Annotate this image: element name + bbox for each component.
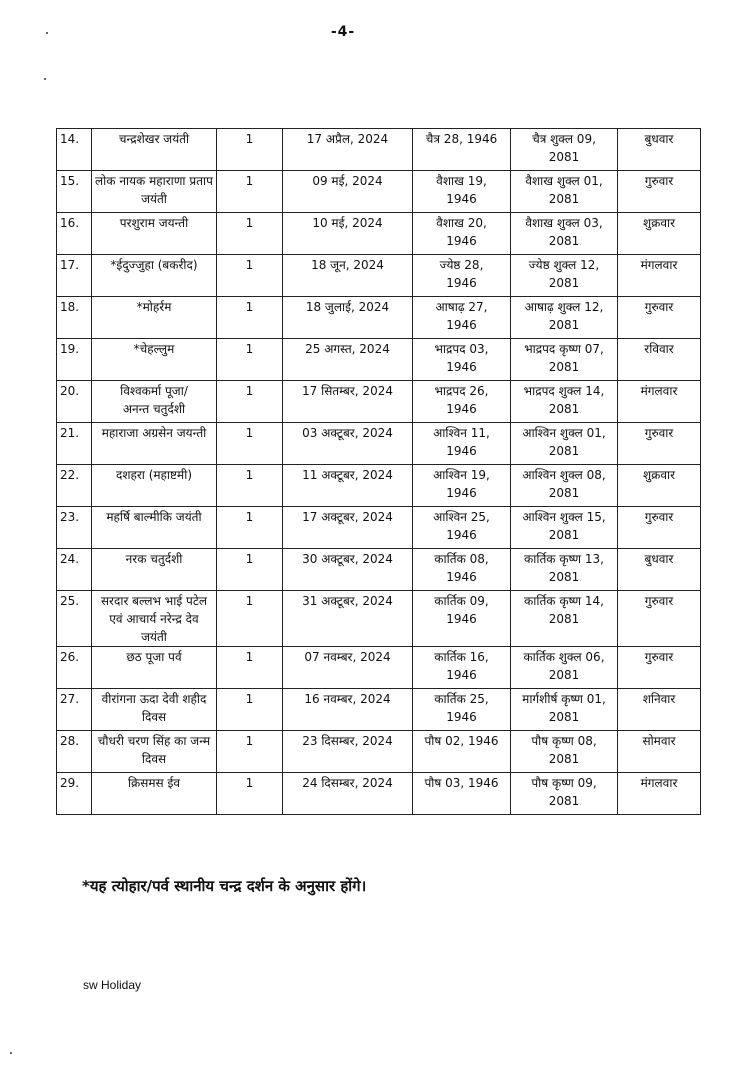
- weekday: [618, 213, 701, 255]
- holiday-name: [92, 381, 217, 423]
- footnote: *यह त्योहार/पर्व स्थानीय चन्द्र दर्शन के अनुसार होंगे।: [82, 877, 367, 895]
- day-count-text: 1: [245, 426, 254, 440]
- holiday-name: [92, 339, 217, 381]
- serial-number: [57, 171, 92, 213]
- holiday-name: [92, 297, 217, 339]
- weekday: [618, 423, 701, 465]
- serial-number: [57, 423, 92, 465]
- day-count: [217, 689, 283, 731]
- holiday-name-text: नरक चतुर्दशी: [125, 552, 183, 566]
- shaka-date-text: कार्तिक 16,: [434, 650, 489, 664]
- weekday: [618, 507, 701, 549]
- day-count: [217, 773, 283, 815]
- shaka-date-text: 1946: [446, 360, 477, 374]
- holiday-date-text: 17 सितम्बर, 2024: [302, 384, 393, 398]
- shaka-date-text: चैत्र 28, 1946: [425, 132, 498, 146]
- holiday-date-text: 03 अक्टूबर, 2024: [302, 426, 393, 440]
- shaka-date-text: वैशाख 19,: [436, 174, 487, 188]
- tithi: [511, 381, 618, 423]
- shaka-date: [413, 129, 511, 171]
- day-count-text: 1: [245, 692, 254, 706]
- holiday-name: [92, 731, 217, 773]
- weekday: [618, 297, 701, 339]
- holiday-name: [92, 255, 217, 297]
- serial-number-text: 19.: [60, 342, 80, 356]
- holiday-date-text: 18 जून, 2024: [311, 258, 384, 272]
- shaka-date-text: 1946: [446, 486, 477, 500]
- tithi-text: पौष कृष्ण 09,: [531, 776, 597, 790]
- weekday: [618, 647, 701, 689]
- serial-number-text: 14.: [60, 132, 80, 146]
- tithi-text: 2081: [548, 234, 580, 248]
- holiday-name-text: *ईदुज्जुहा (बकरीद): [110, 258, 198, 272]
- holiday-name-text: विश्वकर्मा पूजा/: [120, 384, 188, 398]
- tithi-text: 2081: [548, 318, 580, 332]
- day-count: [217, 423, 283, 465]
- holiday-name: [92, 773, 217, 815]
- shaka-date-text: 1946: [446, 318, 477, 332]
- shaka-date: [413, 297, 511, 339]
- serial-number: [57, 213, 92, 255]
- holiday-date: [283, 297, 413, 339]
- weekday: [618, 339, 701, 381]
- table-row: [57, 339, 701, 381]
- holiday-table: [56, 128, 701, 815]
- shaka-date-text: आषाढ़ 27,: [435, 300, 488, 314]
- day-count-text: 1: [245, 776, 254, 790]
- serial-number-text: 26.: [60, 650, 80, 664]
- holiday-name: [92, 549, 217, 591]
- serial-number: [57, 773, 92, 815]
- tithi-text: 2081: [548, 710, 580, 724]
- shaka-date-text: 1946: [446, 234, 477, 248]
- holiday-name-text: *चेहल्लुम: [133, 342, 175, 356]
- table-row: [57, 647, 701, 689]
- table-row: [57, 507, 701, 549]
- tithi-text: कार्तिक शुक्ल 06,: [523, 650, 605, 664]
- tithi-text: 2081: [548, 276, 580, 290]
- table-row: [57, 689, 701, 731]
- day-count-text: 1: [245, 734, 254, 748]
- tithi-text: पौष कृष्ण 08,: [531, 734, 597, 748]
- holiday-date: [283, 591, 413, 647]
- tithi-text: वैशाख शुक्ल 01,: [525, 174, 603, 188]
- weekday-text: शुक्रवार: [642, 468, 676, 482]
- tithi: [511, 549, 618, 591]
- tithi-text: चैत्र शुक्ल 09,: [532, 132, 596, 146]
- weekday-text: गुरुवार: [644, 426, 674, 440]
- holiday-date: [283, 255, 413, 297]
- day-count-text: 1: [245, 468, 254, 482]
- table-row: [57, 423, 701, 465]
- holiday-name: [92, 465, 217, 507]
- footer-label: sw Holiday: [83, 978, 142, 992]
- weekday-text: मंगलवार: [640, 776, 678, 790]
- day-count-text: 1: [245, 300, 254, 314]
- shaka-date-text: कार्तिक 25,: [434, 692, 489, 706]
- serial-number-text: 18.: [60, 300, 80, 314]
- day-count-text: 1: [245, 552, 254, 566]
- tithi-text: 2081: [548, 612, 580, 626]
- serial-number: [57, 549, 92, 591]
- tithi-text: 2081: [548, 668, 580, 682]
- serial-number: [57, 339, 92, 381]
- shaka-date-text: वैशाख 20,: [436, 216, 487, 230]
- serial-number: [57, 465, 92, 507]
- holiday-name-text: दशहरा (महाष्टमी): [115, 468, 193, 482]
- weekday-text: गुरुवार: [644, 650, 674, 664]
- holiday-name: [92, 591, 217, 647]
- tithi-text: 2081: [548, 752, 580, 766]
- weekday: [618, 549, 701, 591]
- holiday-name-text: *मोहर्रम: [136, 300, 172, 314]
- day-count-text: 1: [245, 650, 254, 664]
- day-count-text: 1: [245, 384, 254, 398]
- scan-speck: [44, 78, 46, 80]
- holiday-name-text: अनन्त चतुर्दशी: [122, 402, 186, 416]
- tithi: [511, 773, 618, 815]
- shaka-date: [413, 465, 511, 507]
- shaka-date-text: आश्विन 11,: [433, 426, 490, 440]
- day-count: [217, 591, 283, 647]
- day-count-text: 1: [245, 510, 254, 524]
- holiday-date-text: 17 अक्टूबर, 2024: [302, 510, 393, 524]
- serial-number-text: 21.: [60, 426, 80, 440]
- tithi-text: 2081: [548, 528, 580, 542]
- holiday-name-text: क्रिसमस ईव: [127, 776, 181, 790]
- holiday-date-text: 07 नवम्बर, 2024: [304, 650, 391, 664]
- serial-number: [57, 647, 92, 689]
- holiday-date-text: 16 नवम्बर, 2024: [304, 692, 391, 706]
- weekday-text: गुरुवार: [644, 594, 674, 608]
- weekday-text: सोमवार: [642, 734, 676, 748]
- serial-number-text: 15.: [60, 174, 80, 188]
- shaka-date: [413, 549, 511, 591]
- table-row: [57, 773, 701, 815]
- weekday: [618, 129, 701, 171]
- shaka-date-text: 1946: [446, 444, 477, 458]
- holiday-name: [92, 171, 217, 213]
- serial-number: [57, 507, 92, 549]
- weekday-text: बुधवार: [644, 132, 674, 146]
- weekday: [618, 465, 701, 507]
- day-count: [217, 297, 283, 339]
- holiday-name: [92, 507, 217, 549]
- tithi-text: भाद्रपद कृष्ण 07,: [524, 342, 604, 356]
- table-row: [57, 255, 701, 297]
- tithi-text: कार्तिक कृष्ण 14,: [524, 594, 604, 608]
- day-count-text: 1: [245, 594, 254, 608]
- tithi: [511, 507, 618, 549]
- holiday-date-text: 09 मई, 2024: [312, 174, 383, 188]
- tithi-text: भाद्रपद शुक्ल 14,: [523, 384, 605, 398]
- day-count: [217, 647, 283, 689]
- holiday-date-text: 23 दिसम्बर, 2024: [302, 734, 393, 748]
- holiday-date: [283, 423, 413, 465]
- holiday-date-text: 31 अक्टूबर, 2024: [302, 594, 393, 608]
- serial-number-text: 22.: [60, 468, 80, 482]
- tithi: [511, 689, 618, 731]
- day-count: [217, 255, 283, 297]
- shaka-date-text: आश्विन 25,: [433, 510, 490, 524]
- serial-number: [57, 297, 92, 339]
- tithi-text: 2081: [548, 444, 580, 458]
- holiday-date-text: 11 अक्टूबर, 2024: [302, 468, 393, 482]
- day-count-text: 1: [245, 342, 254, 356]
- weekday: [618, 171, 701, 213]
- serial-number-text: 29.: [60, 776, 80, 790]
- holiday-name-text: सरदार बल्लभ भाई पटेल एवं आचार्य नरेन्द्र देव जयंती: [100, 594, 208, 644]
- day-count-text: 1: [245, 174, 254, 188]
- holiday-name-text: चन्द्रशेखर जयंती: [118, 132, 190, 146]
- shaka-date-text: कार्तिक 08,: [434, 552, 489, 566]
- weekday-text: गुरुवार: [644, 300, 674, 314]
- tithi-text: वैशाख शुक्ल 03,: [525, 216, 603, 230]
- weekday: [618, 591, 701, 647]
- serial-number: [57, 689, 92, 731]
- holiday-name: [92, 213, 217, 255]
- shaka-date-text: ज्येष्ठ 28,: [439, 258, 484, 272]
- weekday-text: रविवार: [644, 342, 674, 356]
- scan-speck: [46, 32, 48, 34]
- tithi-text: 2081: [548, 150, 580, 164]
- tithi-text: मार्गशीर्ष कृष्ण 01,: [522, 692, 606, 706]
- holiday-date: [283, 773, 413, 815]
- tithi: [511, 171, 618, 213]
- holiday-name-text: महाराजा अग्रसेन जयन्ती: [101, 426, 207, 440]
- holiday-name-text: छठ पूजा पर्व: [126, 650, 182, 664]
- day-count-text: 1: [245, 216, 254, 230]
- tithi: [511, 339, 618, 381]
- serial-number-text: 27.: [60, 692, 80, 706]
- holiday-name-text: लोक नायक महाराणा प्रताप जयंती: [95, 174, 213, 206]
- shaka-date: [413, 213, 511, 255]
- weekday-text: शनिवार: [642, 692, 676, 706]
- weekday-text: बुधवार: [644, 552, 674, 566]
- tithi-text: 2081: [548, 402, 580, 416]
- holiday-date: [283, 647, 413, 689]
- holiday-date-text: 30 अक्टूबर, 2024: [302, 552, 393, 566]
- serial-number-text: 17.: [60, 258, 80, 272]
- shaka-date-text: 1946: [446, 668, 477, 682]
- shaka-date: [413, 381, 511, 423]
- shaka-date: [413, 731, 511, 773]
- day-count: [217, 549, 283, 591]
- shaka-date: [413, 507, 511, 549]
- holiday-name: [92, 647, 217, 689]
- shaka-date: [413, 171, 511, 213]
- holiday-date: [283, 129, 413, 171]
- table-row: [57, 465, 701, 507]
- weekday-text: गुरुवार: [644, 510, 674, 524]
- shaka-date: [413, 339, 511, 381]
- day-count: [217, 129, 283, 171]
- tithi-text: 2081: [548, 794, 580, 808]
- tithi-text: ज्येष्ठ शुक्ल 12,: [528, 258, 600, 272]
- tithi-text: 2081: [548, 570, 580, 584]
- weekday-text: गुरुवार: [644, 174, 674, 188]
- table-row: [57, 591, 701, 647]
- serial-number-text: 25.: [60, 594, 80, 608]
- weekday: [618, 773, 701, 815]
- shaka-date-text: पौष 03, 1946: [424, 776, 499, 790]
- holiday-name: [92, 423, 217, 465]
- serial-number: [57, 129, 92, 171]
- shaka-date-text: 1946: [446, 402, 477, 416]
- holiday-date: [283, 549, 413, 591]
- tithi: [511, 255, 618, 297]
- tithi-text: आश्विन शुक्ल 15,: [522, 510, 606, 524]
- holiday-date-text: 18 जुलाई, 2024: [305, 300, 390, 314]
- table-row: [57, 549, 701, 591]
- tithi-text: 2081: [548, 192, 580, 206]
- tithi: [511, 731, 618, 773]
- holiday-name-text: परशुराम जयन्ती: [119, 216, 189, 230]
- shaka-date-text: आश्विन 19,: [433, 468, 490, 482]
- weekday: [618, 255, 701, 297]
- holiday-name: [92, 689, 217, 731]
- holiday-date: [283, 213, 413, 255]
- shaka-date-text: भाद्रपद 26,: [434, 384, 489, 398]
- shaka-date: [413, 255, 511, 297]
- shaka-date-text: 1946: [446, 612, 477, 626]
- tithi: [511, 129, 618, 171]
- serial-number: [57, 255, 92, 297]
- holiday-date: [283, 339, 413, 381]
- holiday-date: [283, 171, 413, 213]
- tithi-text: आषाढ़ शुक्ल 12,: [524, 300, 604, 314]
- shaka-date: [413, 423, 511, 465]
- day-count-text: 1: [245, 258, 254, 272]
- table-row: [57, 731, 701, 773]
- serial-number-text: 23.: [60, 510, 80, 524]
- serial-number: [57, 381, 92, 423]
- tithi: [511, 423, 618, 465]
- shaka-date: [413, 689, 511, 731]
- holiday-name: [92, 129, 217, 171]
- serial-number-text: 28.: [60, 734, 80, 748]
- holiday-name-text: महर्षि बाल्मीकि जयंती: [106, 510, 202, 524]
- shaka-date-text: 1946: [446, 528, 477, 542]
- tithi-text: आश्विन शुक्ल 08,: [522, 468, 606, 482]
- table-row: [57, 129, 701, 171]
- shaka-date: [413, 647, 511, 689]
- table-row: [57, 381, 701, 423]
- table-row: [57, 297, 701, 339]
- tithi-text: 2081: [548, 486, 580, 500]
- holiday-date: [283, 731, 413, 773]
- tithi: [511, 591, 618, 647]
- tithi-text: कार्तिक कृष्ण 13,: [524, 552, 604, 566]
- holiday-name-text: चौधरी चरण सिंह का जन्म दिवस: [97, 734, 211, 766]
- weekday-text: शुक्रवार: [642, 216, 676, 230]
- shaka-date-text: 1946: [446, 192, 477, 206]
- day-count: [217, 339, 283, 381]
- tithi: [511, 647, 618, 689]
- holiday-date: [283, 465, 413, 507]
- shaka-date: [413, 773, 511, 815]
- weekday-text: मंगलवार: [640, 258, 678, 272]
- holiday-date-text: 24 दिसम्बर, 2024: [302, 776, 393, 790]
- shaka-date-text: 1946: [446, 570, 477, 584]
- holiday-table-body: [57, 129, 701, 815]
- shaka-date-text: 1946: [446, 710, 477, 724]
- weekday: [618, 381, 701, 423]
- holiday-date-text: 17 अप्रैल, 2024: [306, 132, 389, 146]
- tithi: [511, 465, 618, 507]
- tithi-text: 2081: [548, 360, 580, 374]
- shaka-date-text: पौष 02, 1946: [424, 734, 499, 748]
- serial-number: [57, 731, 92, 773]
- shaka-date: [413, 591, 511, 647]
- day-count: [217, 507, 283, 549]
- serial-number-text: 16.: [60, 216, 80, 230]
- table-row: [57, 171, 701, 213]
- holiday-date-text: 25 अगस्त, 2024: [305, 342, 390, 356]
- shaka-date-text: कार्तिक 09,: [434, 594, 489, 608]
- scan-speck: [10, 1052, 12, 1054]
- weekday-text: मंगलवार: [640, 384, 678, 398]
- serial-number: [57, 591, 92, 647]
- serial-number-text: 24.: [60, 552, 80, 566]
- holiday-date: [283, 507, 413, 549]
- serial-number-text: 20.: [60, 384, 80, 398]
- tithi-text: आश्विन शुक्ल 01,: [522, 426, 606, 440]
- weekday: [618, 731, 701, 773]
- table-row: [57, 213, 701, 255]
- tithi: [511, 213, 618, 255]
- day-count: [217, 171, 283, 213]
- tithi: [511, 297, 618, 339]
- holiday-date: [283, 689, 413, 731]
- holiday-name-text: वीरांगना ऊदा देवी शहीद दिवस: [101, 692, 207, 724]
- day-count: [217, 731, 283, 773]
- page-number: -4-: [330, 24, 356, 40]
- weekday: [618, 689, 701, 731]
- shaka-date-text: भाद्रपद 03,: [434, 342, 489, 356]
- day-count: [217, 213, 283, 255]
- day-count-text: 1: [245, 132, 254, 146]
- day-count: [217, 381, 283, 423]
- holiday-date-text: 10 मई, 2024: [312, 216, 383, 230]
- day-count: [217, 465, 283, 507]
- holiday-date: [283, 381, 413, 423]
- shaka-date-text: 1946: [446, 276, 477, 290]
